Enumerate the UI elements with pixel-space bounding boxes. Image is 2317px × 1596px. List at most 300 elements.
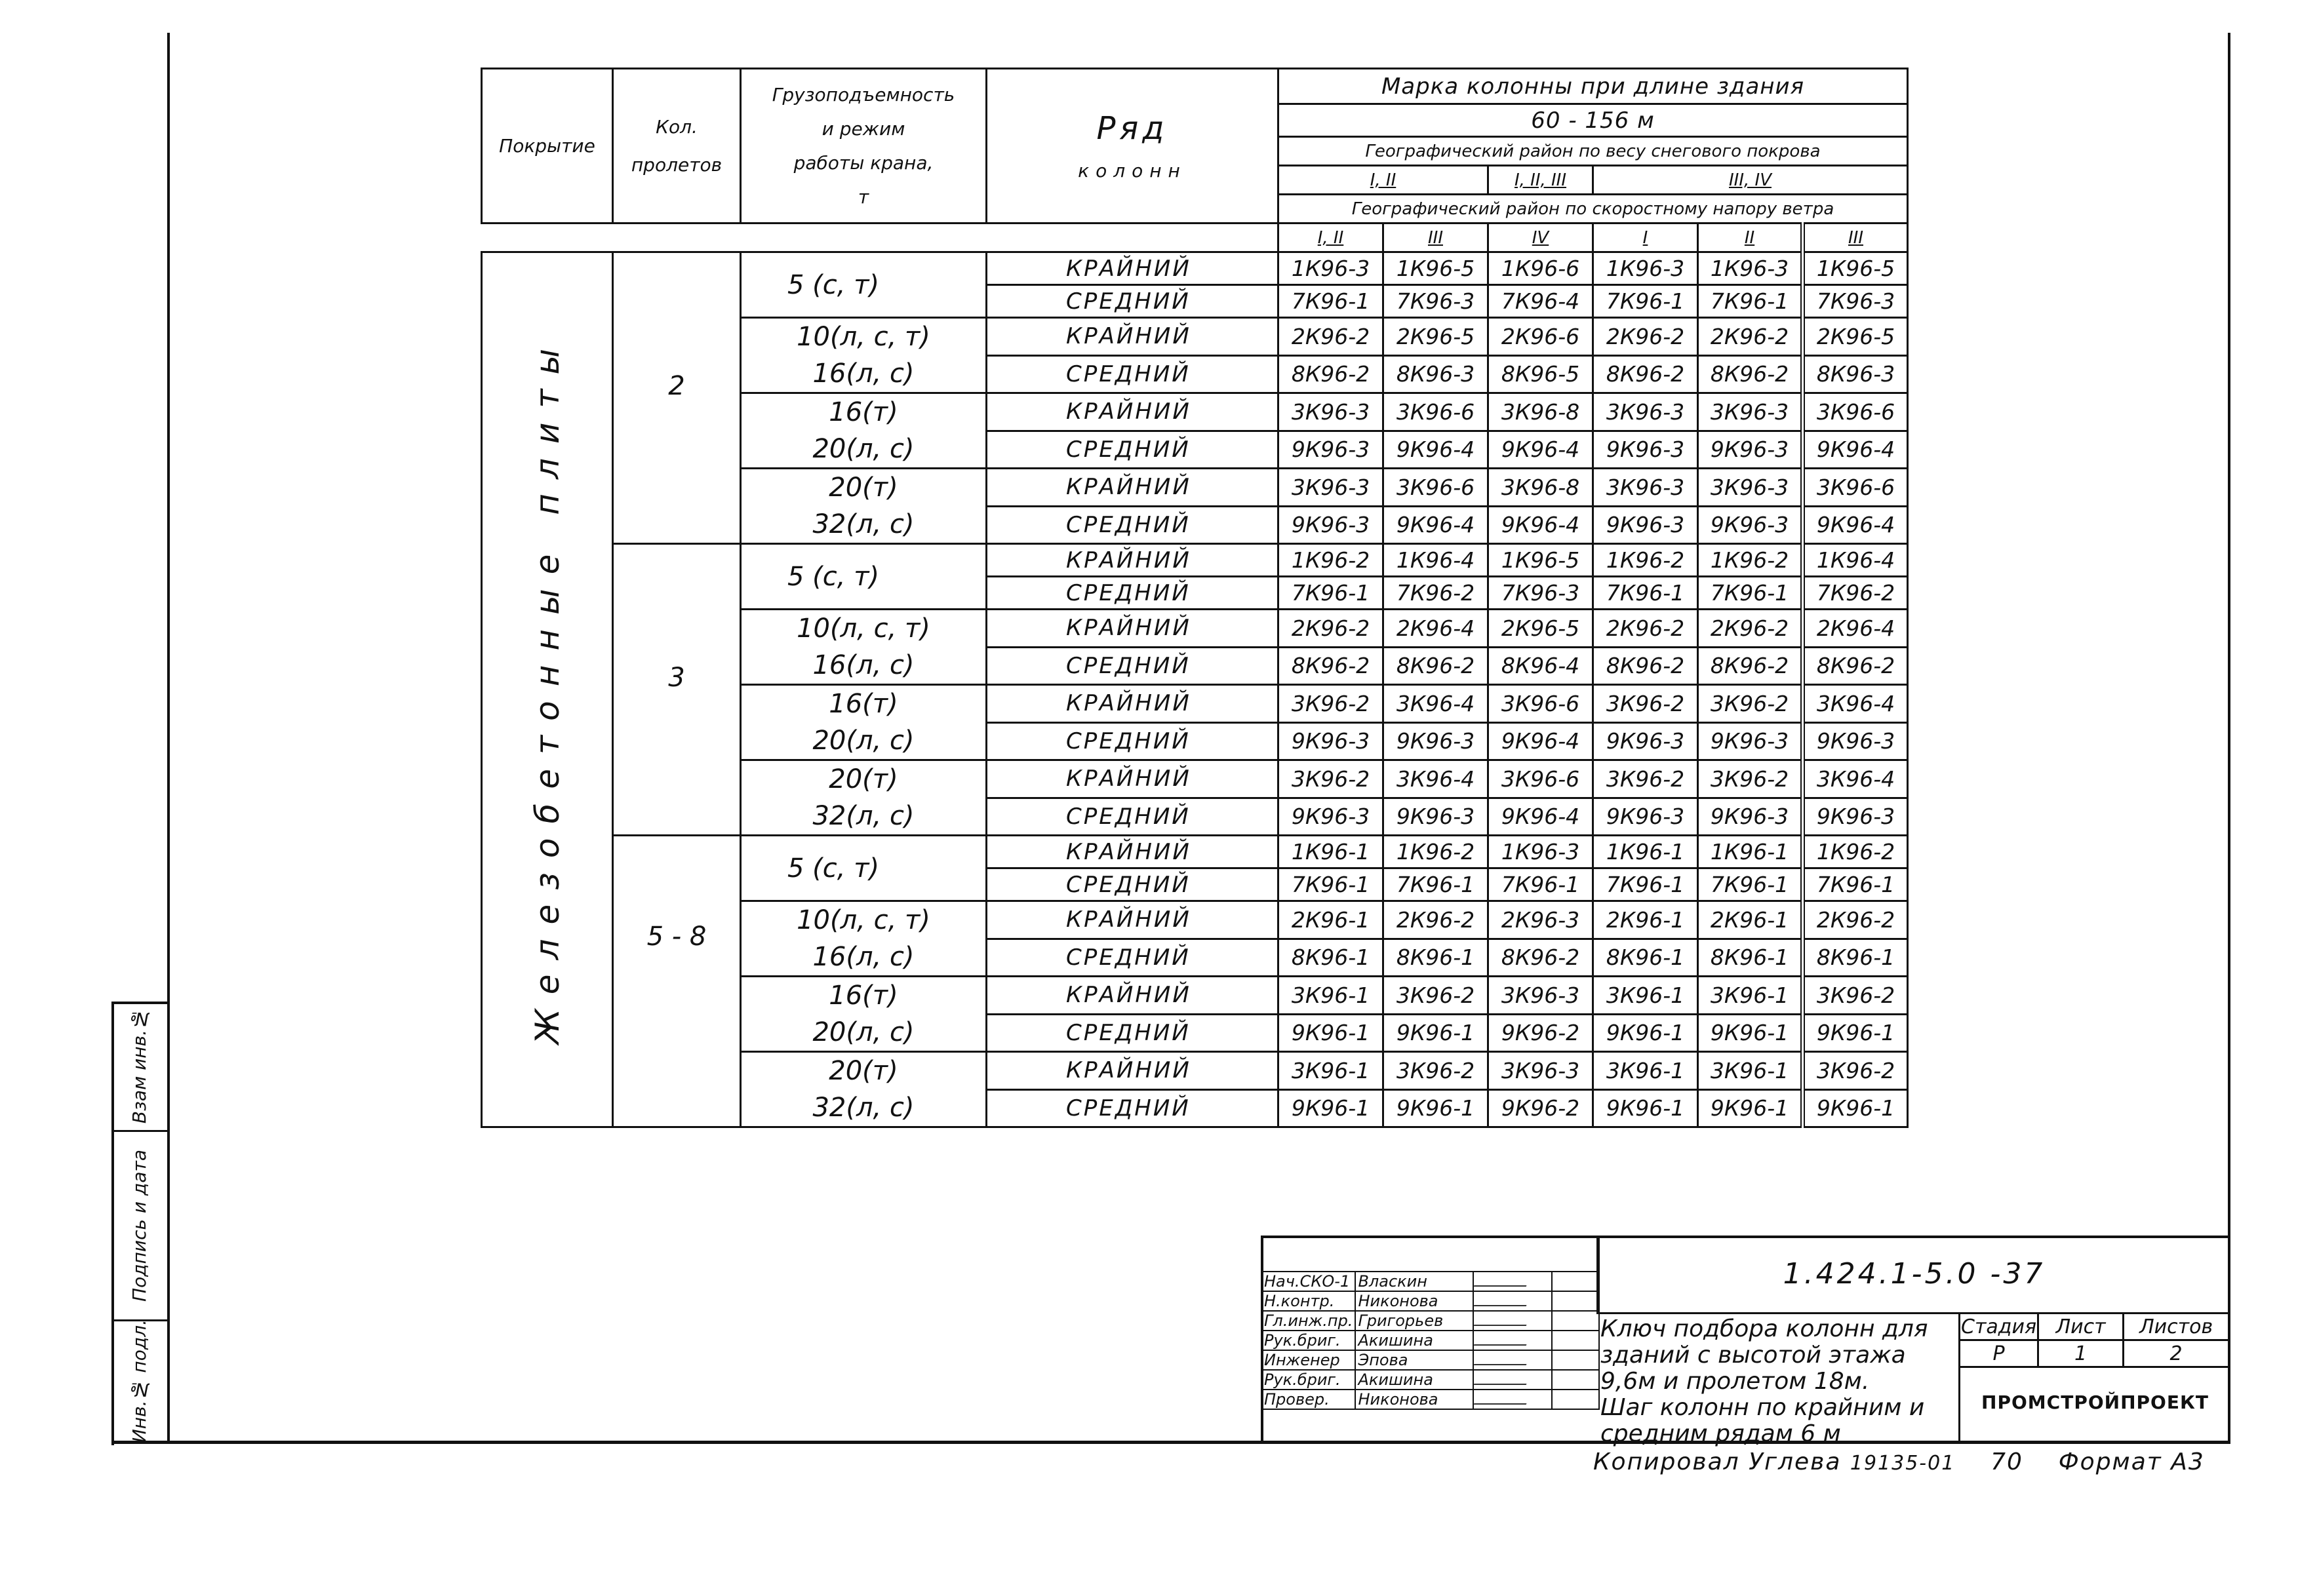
crane-load-line: 20(л, с) — [812, 434, 915, 464]
crane-load-line: 5 (с, т) — [787, 561, 880, 592]
column-mark-cell: 7К96-1 — [1488, 868, 1593, 901]
column-mark-cell: 8К96-1 — [1278, 939, 1383, 977]
column-mark-cell: 3К96-3 — [1698, 469, 1803, 507]
crane-load-cell — [741, 469, 987, 544]
header-row-subtitle: колонн — [1078, 160, 1187, 182]
column-mark-cell: 3К96-4 — [1383, 685, 1488, 723]
header-crane-line2: и режим — [822, 117, 905, 140]
column-mark-cell: 2К96-3 — [1488, 901, 1593, 939]
column-mark-cell: 9К96-2 — [1488, 1014, 1593, 1052]
column-mark-cell: 3К96-2 — [1593, 685, 1698, 723]
document-title — [1596, 1312, 1958, 1447]
sheets-header: Листов — [2124, 1314, 2229, 1340]
handwritten-signature — [1474, 1334, 1531, 1346]
header-wind-col: I — [1593, 224, 1698, 252]
column-mark-cell: 7К96-1 — [1593, 868, 1698, 901]
column-mark-cell: 1К96-1 — [1278, 836, 1383, 868]
column-mark-cell: 7К96-1 — [1278, 868, 1383, 901]
column-mark-cell: 9К96-4 — [1803, 506, 1908, 544]
column-mark-cell: 2К96-5 — [1803, 318, 1908, 356]
table-row — [482, 544, 1908, 577]
signature-role: Провер. — [1261, 1390, 1355, 1409]
column-row-label: КРАЙНИЙ — [987, 393, 1278, 431]
column-mark-cell: 9К96-3 — [1803, 722, 1908, 760]
column-row-label: КРАЙНИЙ — [987, 469, 1278, 507]
header-snow-title: Географический район по весу снегового покрова — [1278, 137, 1908, 166]
column-mark-cell: 9К96-1 — [1278, 1014, 1383, 1052]
signature-row — [1261, 1390, 1599, 1409]
column-mark-cell: 8К96-3 — [1383, 355, 1488, 393]
signature-name: Григорьев — [1355, 1311, 1473, 1331]
column-row-label: КРАЙНИЙ — [987, 252, 1278, 285]
column-mark-cell: 9К96-3 — [1698, 798, 1803, 836]
column-mark-cell: 9К96-3 — [1593, 798, 1698, 836]
sheets-value: 2 — [2124, 1340, 2229, 1367]
crane-load-cell — [741, 977, 987, 1052]
signature-date — [1552, 1370, 1599, 1390]
crane-load-line: 20(т) — [829, 473, 898, 503]
document-title-line: зданий с высотой этажа — [1600, 1342, 1906, 1369]
table-row — [482, 836, 1908, 868]
column-mark-cell: 7К96-1 — [1593, 577, 1698, 610]
header-wind-col: III — [1803, 224, 1908, 252]
column-row-label: КРАЙНИЙ — [987, 544, 1278, 577]
column-mark-cell: 8К96-2 — [1593, 355, 1698, 393]
column-mark-cell: 8К96-2 — [1803, 647, 1908, 685]
signature-mark — [1473, 1272, 1552, 1291]
column-mark-cell: 3К96-8 — [1488, 393, 1593, 431]
column-mark-cell: 1К96-1 — [1698, 836, 1803, 868]
column-mark-cell: 7К96-4 — [1488, 285, 1593, 318]
document-title-line: средним рядам 6 м — [1600, 1420, 1841, 1447]
column-mark-cell: 1К96-5 — [1383, 252, 1488, 285]
column-mark-cell: 2К96-5 — [1383, 318, 1488, 356]
column-row-label: КРАЙНИЙ — [987, 1052, 1278, 1090]
column-row-label: СРЕДНИЙ — [987, 285, 1278, 318]
column-mark-cell: 3К96-1 — [1278, 977, 1383, 1015]
column-mark-cell: 9К96-4 — [1488, 722, 1593, 760]
crane-load-line: 16(л, с) — [812, 942, 915, 972]
column-row-label: СРЕДНИЙ — [987, 577, 1278, 610]
column-mark-cell: 2К96-2 — [1593, 610, 1698, 648]
crane-load-cell — [741, 685, 987, 760]
column-mark-cell: 3К96-2 — [1803, 1052, 1908, 1090]
coverage-cell — [482, 252, 613, 1127]
header-crane — [741, 69, 987, 224]
column-mark-cell: 2К96-2 — [1593, 318, 1698, 356]
signature-role: Рук.бриг. — [1261, 1331, 1355, 1350]
header-wind-spacer — [482, 224, 1278, 252]
column-mark-cell: 7К96-2 — [1803, 577, 1908, 610]
side-stamp-cell-3 — [111, 1321, 167, 1441]
signature-role: Н.контр. — [1261, 1291, 1355, 1311]
crane-load-cell — [741, 836, 987, 901]
column-row-label: СРЕДНИЙ — [987, 939, 1278, 977]
column-mark-cell: 8К96-1 — [1803, 939, 1908, 977]
crane-load-line: 10(л, с, т) — [797, 613, 930, 644]
column-mark-cell: 9К96-3 — [1803, 798, 1908, 836]
column-mark-cell: 7К96-1 — [1278, 285, 1383, 318]
column-mark-cell: 8К96-2 — [1383, 647, 1488, 685]
column-mark-cell: 9К96-4 — [1383, 506, 1488, 544]
span-count-cell: 5 - 8 — [613, 836, 741, 1127]
column-mark-cell: 3К96-3 — [1698, 393, 1803, 431]
column-mark-cell: 8К96-5 — [1488, 355, 1593, 393]
column-mark-cell: 3К96-3 — [1278, 393, 1383, 431]
coverage-wrap — [483, 334, 612, 1044]
column-mark-cell: 1К96-5 — [1803, 252, 1908, 285]
column-mark-cell: 7К96-3 — [1803, 285, 1908, 318]
column-mark-cell: 9К96-1 — [1698, 1014, 1803, 1052]
column-mark-cell: 9К96-2 — [1488, 1089, 1593, 1127]
column-mark-cell: 7К96-1 — [1383, 868, 1488, 901]
header-wind-col: II — [1698, 224, 1803, 252]
signature-mark — [1473, 1350, 1552, 1370]
column-mark-cell: 9К96-3 — [1593, 506, 1698, 544]
column-mark-cell: 3К96-1 — [1698, 977, 1803, 1015]
header-crane-line4: т — [858, 185, 869, 208]
coverage-value: Железобетонные плиты — [528, 334, 566, 1045]
column-mark-cell: 2К96-6 — [1488, 318, 1593, 356]
column-row-label: СРЕДНИЙ — [987, 722, 1278, 760]
side-stamp-cell-1 — [111, 1002, 167, 1132]
table-row — [482, 252, 1908, 285]
signature-name: Акишина — [1355, 1370, 1473, 1390]
header-crane-line3: работы крана, — [793, 151, 934, 174]
column-mark-cell: 9К96-1 — [1593, 1014, 1698, 1052]
column-mark-cell: 3К96-3 — [1278, 469, 1383, 507]
header-spans — [613, 69, 741, 224]
column-mark-cell: 9К96-1 — [1593, 1089, 1698, 1127]
document-title-line: Ключ подбора колонн для — [1600, 1315, 1928, 1342]
column-mark-cell: 9К96-3 — [1698, 506, 1803, 544]
column-row-label: СРЕДНИЙ — [987, 355, 1278, 393]
crane-load-line: 16(т) — [829, 981, 898, 1011]
side-stamp-original: Инв.№ подл. — [129, 1319, 150, 1443]
crane-load-line: 20(л, с) — [812, 1017, 915, 1047]
column-mark-cell: 2К96-2 — [1383, 901, 1488, 939]
signature-mark — [1473, 1291, 1552, 1311]
header-coverage: Покрытие — [482, 69, 613, 224]
column-mark-cell: 7К96-1 — [1593, 285, 1698, 318]
header-snow-group: III, IV — [1593, 166, 1908, 195]
crane-load-line: 20(т) — [829, 1056, 898, 1086]
crane-load-line: 10(л, с, т) — [797, 322, 930, 352]
crane-load-line: 16(л, с) — [812, 359, 915, 389]
crane-load-cell — [741, 610, 987, 685]
column-mark-cell: 1К96-3 — [1593, 252, 1698, 285]
column-mark-cell: 9К96-3 — [1698, 431, 1803, 469]
signature-mark — [1473, 1311, 1552, 1331]
column-mark-cell: 8К96-2 — [1278, 647, 1383, 685]
column-mark-cell: 2К96-4 — [1803, 610, 1908, 648]
footer-format: Формат А3 — [2058, 1449, 2205, 1475]
column-row-label: СРЕДНИЙ — [987, 1014, 1278, 1052]
signature-name: Никонова — [1355, 1390, 1473, 1409]
signature-mark — [1473, 1370, 1552, 1390]
stage-header: Стадия — [1960, 1314, 2038, 1340]
column-mark-cell: 8К96-2 — [1698, 355, 1803, 393]
header-snow-group: I, II — [1278, 166, 1488, 195]
column-mark-cell: 9К96-3 — [1698, 722, 1803, 760]
column-mark-cell: 8К96-1 — [1698, 939, 1803, 977]
side-stamp-signature: Подпись и дата — [129, 1150, 150, 1302]
column-mark-cell: 3К96-6 — [1803, 469, 1908, 507]
signature-mark — [1473, 1331, 1552, 1350]
handwritten-signature — [1474, 1275, 1531, 1287]
signature-name: Никонова — [1355, 1291, 1473, 1311]
crane-load-line: 32(л, с) — [812, 801, 915, 831]
crane-load-line: 5 (с, т) — [787, 853, 880, 884]
signature-row — [1261, 1272, 1599, 1291]
column-mark-cell: 1К96-2 — [1593, 544, 1698, 577]
column-mark-cell: 2К96-2 — [1278, 318, 1383, 356]
signature-mark — [1473, 1390, 1552, 1409]
header-wind-title: Географический район по скоростному напору ветра — [1278, 195, 1908, 224]
column-row-label: КРАЙНИЙ — [987, 610, 1278, 648]
crane-load-cell — [741, 544, 987, 610]
crane-load-cell — [741, 760, 987, 836]
stage-value: Р — [1960, 1340, 2038, 1367]
sheet-header: Лист — [2038, 1314, 2124, 1340]
column-mark-cell: 8К96-2 — [1698, 647, 1803, 685]
column-mark-cell: 9К96-1 — [1803, 1089, 1908, 1127]
column-mark-cell: 9К96-1 — [1383, 1014, 1488, 1052]
column-mark-cell: 1К96-3 — [1278, 252, 1383, 285]
column-selection-table — [481, 68, 1909, 1128]
signature-row — [1261, 1370, 1599, 1390]
column-mark-cell: 8К96-2 — [1593, 647, 1698, 685]
column-mark-cell: 3К96-2 — [1383, 1052, 1488, 1090]
column-row-label: КРАЙНИЙ — [987, 760, 1278, 798]
column-mark-cell: 2К96-2 — [1278, 610, 1383, 648]
column-mark-cell: 2К96-1 — [1278, 901, 1383, 939]
signature-name: Власкин — [1355, 1272, 1473, 1291]
column-mark-cell: 7К96-1 — [1698, 285, 1803, 318]
column-mark-cell: 3К96-4 — [1803, 760, 1908, 798]
signature-role: Инженер — [1261, 1350, 1355, 1370]
column-mark-cell: 9К96-3 — [1383, 798, 1488, 836]
column-mark-cell: 1К96-2 — [1278, 544, 1383, 577]
column-mark-cell: 9К96-3 — [1278, 431, 1383, 469]
crane-load-cell — [741, 393, 987, 469]
footer-number: 70 — [1990, 1449, 2023, 1475]
span-count-cell: 2 — [613, 252, 741, 544]
column-mark-cell: 8К96-2 — [1488, 939, 1593, 977]
column-mark-cell: 3К96-6 — [1383, 469, 1488, 507]
signature-row — [1261, 1291, 1599, 1311]
column-mark-cell: 9К96-4 — [1803, 431, 1908, 469]
crane-load-line: 32(л, с) — [812, 1093, 915, 1123]
column-mark-cell: 9К96-1 — [1698, 1089, 1803, 1127]
column-mark-cell: 3К96-3 — [1593, 393, 1698, 431]
column-row-label: СРЕДНИЙ — [987, 868, 1278, 901]
column-mark-cell: 3К96-2 — [1278, 685, 1383, 723]
column-row-label: СРЕДНИЙ — [987, 431, 1278, 469]
column-mark-cell: 3К96-3 — [1488, 1052, 1593, 1090]
column-row-label: СРЕДНИЙ — [987, 506, 1278, 544]
column-row-label: СРЕДНИЙ — [987, 647, 1278, 685]
signature-blank-row — [1261, 1236, 1599, 1272]
crane-load-line: 32(л, с) — [812, 509, 915, 539]
crane-load-cell — [741, 901, 987, 977]
header-row-title: Ряд — [1096, 110, 1168, 147]
crane-load-line: 16(л, с) — [812, 650, 915, 680]
column-mark-cell: 3К96-4 — [1383, 760, 1488, 798]
column-mark-cell: 9К96-3 — [1278, 722, 1383, 760]
column-mark-cell: 7К96-3 — [1383, 285, 1488, 318]
column-mark-cell: 7К96-1 — [1698, 868, 1803, 901]
column-mark-cell: 3К96-6 — [1803, 393, 1908, 431]
column-mark-cell: 1К96-2 — [1803, 836, 1908, 868]
column-mark-cell: 3К96-6 — [1488, 685, 1593, 723]
column-mark-cell: 3К96-2 — [1593, 760, 1698, 798]
column-row-label: КРАЙНИЙ — [987, 901, 1278, 939]
column-mark-cell: 9К96-3 — [1593, 431, 1698, 469]
footer-line — [1593, 1449, 2205, 1475]
header-row — [987, 69, 1278, 224]
column-mark-cell: 1К96-2 — [1383, 836, 1488, 868]
column-mark-cell: 3К96-8 — [1488, 469, 1593, 507]
signature-role: Нач.СКО-1 — [1261, 1272, 1355, 1291]
crane-load-line: 20(т) — [829, 764, 898, 794]
crane-load-cell — [741, 1052, 987, 1127]
header-wind-col: I, II — [1278, 224, 1383, 252]
column-row-label: КРАЙНИЙ — [987, 685, 1278, 723]
crane-load-line: 20(л, с) — [812, 726, 915, 756]
column-mark-cell: 8К96-2 — [1278, 355, 1383, 393]
organization-name: ПРОМСТРОЙПРОЕКТ — [1958, 1363, 2230, 1441]
column-mark-cell: 3К96-2 — [1698, 685, 1803, 723]
handwritten-signature — [1474, 1373, 1531, 1385]
signature-row — [1261, 1350, 1599, 1370]
handwritten-signature — [1474, 1393, 1531, 1405]
signature-table — [1261, 1236, 1600, 1410]
header-wind-col: IV — [1488, 224, 1593, 252]
header-spans-label: Кол. пролетов — [631, 115, 723, 176]
signature-date — [1552, 1272, 1599, 1291]
footer-order: 19135-01 — [1850, 1452, 1956, 1475]
column-mark-cell: 1К96-2 — [1698, 544, 1803, 577]
column-mark-cell: 9К96-4 — [1488, 798, 1593, 836]
crane-load-line: 16(т) — [829, 397, 898, 427]
signature-row — [1261, 1311, 1599, 1331]
header-mark-title: Марка колонны при длине здания — [1278, 69, 1908, 104]
column-mark-cell: 7К96-2 — [1383, 577, 1488, 610]
signature-role: Рук.бриг. — [1261, 1370, 1355, 1390]
signature-date — [1552, 1350, 1599, 1370]
column-mark-cell: 3К96-6 — [1383, 393, 1488, 431]
column-mark-cell: 3К96-1 — [1278, 1052, 1383, 1090]
column-mark-cell: 3К96-3 — [1488, 977, 1593, 1015]
document-code: 1.424.1-5.0 -37 — [1596, 1236, 2230, 1314]
column-row-label: СРЕДНИЙ — [987, 798, 1278, 836]
header-wind-col: III — [1383, 224, 1488, 252]
header-crane-line1: Грузоподъемность — [772, 83, 955, 106]
side-stamp-replace: Взам инв.№ — [129, 1007, 150, 1124]
crane-load-cell — [741, 252, 987, 318]
signature-date — [1552, 1311, 1599, 1331]
column-mark-cell: 9К96-3 — [1593, 722, 1698, 760]
column-mark-cell: 9К96-4 — [1488, 506, 1593, 544]
column-mark-cell: 7К96-3 — [1488, 577, 1593, 610]
column-mark-cell: 1К96-1 — [1593, 836, 1698, 868]
column-mark-cell: 2К96-2 — [1803, 901, 1908, 939]
column-mark-cell: 1К96-5 — [1488, 544, 1593, 577]
column-mark-cell: 3К96-2 — [1383, 977, 1488, 1015]
column-row-label: СРЕДНИЙ — [987, 1089, 1278, 1127]
sheet-value: 1 — [2038, 1340, 2124, 1367]
handwritten-signature — [1474, 1314, 1531, 1326]
document-title-line: 9,6м и пролетом 18м. — [1600, 1368, 1870, 1395]
column-mark-cell: 9К96-3 — [1278, 506, 1383, 544]
crane-load-line: 5 (с, т) — [787, 269, 880, 300]
handwritten-signature — [1474, 1353, 1531, 1365]
column-mark-cell: 9К96-3 — [1383, 722, 1488, 760]
column-mark-cell: 3К96-2 — [1698, 760, 1803, 798]
column-row-label: КРАЙНИЙ — [987, 318, 1278, 356]
crane-load-line: 16(т) — [829, 689, 898, 719]
column-mark-cell: 3К96-1 — [1593, 1052, 1698, 1090]
column-mark-cell: 9К96-1 — [1803, 1014, 1908, 1052]
column-mark-cell: 2К96-4 — [1383, 610, 1488, 648]
column-mark-cell: 8К96-4 — [1488, 647, 1593, 685]
document-title-line: Шаг колонн по крайним и — [1600, 1394, 1925, 1421]
crane-load-line: 10(л, с, т) — [797, 905, 930, 935]
column-mark-cell: 3К96-6 — [1488, 760, 1593, 798]
side-stamp-cell-2 — [111, 1132, 167, 1321]
column-mark-cell: 9К96-1 — [1278, 1089, 1383, 1127]
column-mark-cell: 1К96-6 — [1488, 252, 1593, 285]
column-mark-cell: 8К96-3 — [1803, 355, 1908, 393]
column-mark-cell: 3К96-1 — [1698, 1052, 1803, 1090]
column-mark-cell: 2К96-5 — [1488, 610, 1593, 648]
footer-copied: Копировал Углева — [1593, 1449, 1842, 1475]
column-mark-cell: 9К96-4 — [1383, 431, 1488, 469]
frame-right-border — [2228, 33, 2230, 1442]
header-snow-group: I, II, III — [1488, 166, 1593, 195]
column-mark-cell: 9К96-4 — [1488, 431, 1593, 469]
signature-row — [1261, 1331, 1599, 1350]
column-mark-cell: 3К96-2 — [1278, 760, 1383, 798]
column-mark-cell: 1К96-3 — [1698, 252, 1803, 285]
column-mark-cell: 3К96-1 — [1593, 977, 1698, 1015]
column-mark-cell: 3К96-4 — [1803, 685, 1908, 723]
signature-date — [1552, 1390, 1599, 1409]
column-mark-cell: 7К96-1 — [1278, 577, 1383, 610]
column-row-label: КРАЙНИЙ — [987, 977, 1278, 1015]
handwritten-signature — [1474, 1294, 1531, 1306]
column-mark-cell: 8К96-1 — [1593, 939, 1698, 977]
column-mark-cell: 3К96-2 — [1803, 977, 1908, 1015]
column-mark-cell: 1К96-4 — [1383, 544, 1488, 577]
column-mark-cell: 7К96-1 — [1698, 577, 1803, 610]
column-mark-cell: 9К96-1 — [1383, 1089, 1488, 1127]
column-mark-cell: 2К96-2 — [1698, 610, 1803, 648]
column-mark-cell: 7К96-1 — [1803, 868, 1908, 901]
column-mark-cell: 9К96-3 — [1278, 798, 1383, 836]
signature-name: Акишина — [1355, 1331, 1473, 1350]
column-mark-cell: 3К96-3 — [1593, 469, 1698, 507]
crane-load-cell — [741, 318, 987, 393]
column-mark-cell: 2К96-1 — [1698, 901, 1803, 939]
column-mark-cell: 1К96-4 — [1803, 544, 1908, 577]
span-count-cell: 3 — [613, 544, 741, 836]
column-mark-cell: 1К96-3 — [1488, 836, 1593, 868]
signature-date — [1552, 1331, 1599, 1350]
column-row-label: КРАЙНИЙ — [987, 836, 1278, 868]
column-mark-cell: 2К96-1 — [1593, 901, 1698, 939]
